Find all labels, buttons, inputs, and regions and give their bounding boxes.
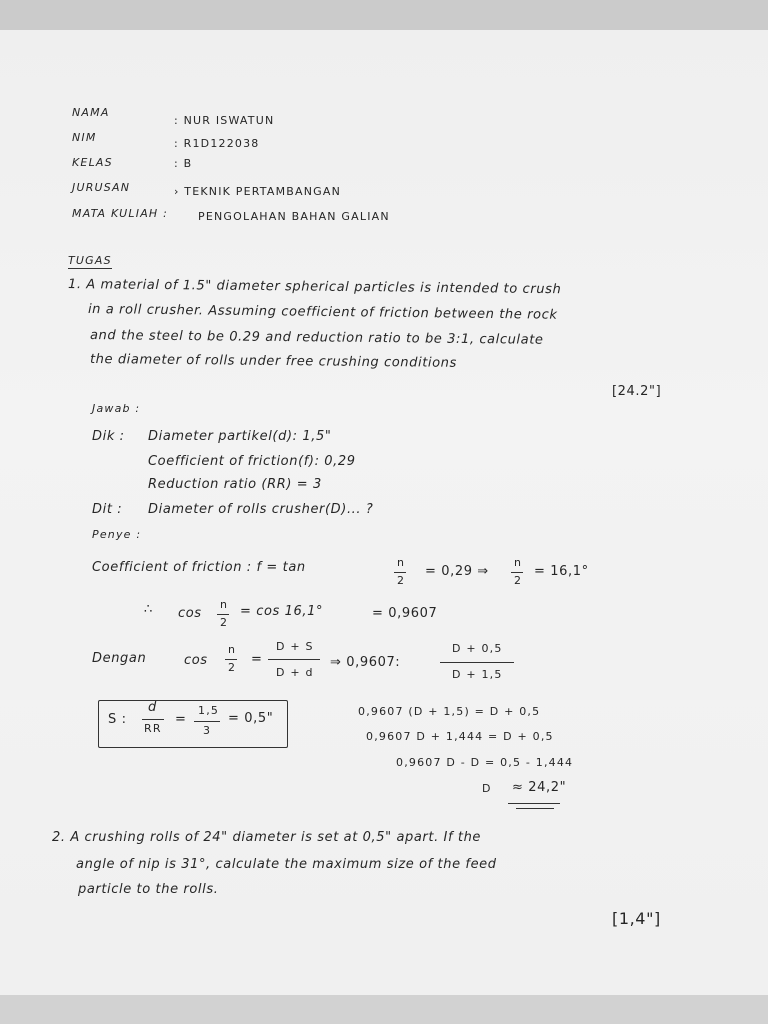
- dik-diameter: Diameter partikel(d): 1,5": [148, 429, 332, 444]
- calc-result: ≈ 24,2": [512, 780, 567, 795]
- result-underline-2: [516, 808, 554, 809]
- penye-label: Penye :: [92, 528, 142, 541]
- step2-result: = 0,9607: [372, 606, 438, 621]
- nim-label: NIM: [72, 131, 97, 144]
- calc-line2: 0,9607 D + 1,444 = D + 0,5: [366, 730, 554, 743]
- step1-frac2-line: [511, 572, 523, 573]
- box-bot: 3: [203, 724, 212, 737]
- step1-frac-bot: 2: [397, 574, 406, 587]
- calc-line3: 0,9607 D - D = 0,5 - 1,444: [396, 756, 574, 769]
- num-frac-top: D + 0,5: [452, 642, 503, 655]
- cos-frac-bot: 2: [228, 661, 237, 674]
- box-frac2-line: [194, 721, 220, 722]
- step1-frac-top: n: [397, 556, 406, 569]
- nama-value: : NUR ISWATUN: [174, 114, 275, 127]
- step2-mid: = cos 16,1°: [240, 604, 324, 619]
- cos-frac-line: [225, 659, 237, 660]
- box-frac1-line: [142, 719, 164, 720]
- problem1-line3: and the steel to be 0.29 and reduction ratio to be 3:1, calculate: [89, 328, 544, 348]
- kelas-label: KELAS: [72, 156, 113, 169]
- jawab-label: Jawab :: [92, 402, 141, 415]
- step1-frac2-top: n: [514, 556, 523, 569]
- therefore-sign: ∴: [144, 602, 153, 617]
- problem1-answer: [24.2"]: [612, 384, 662, 399]
- problem1-line1: 1. A material of 1.5" diameter spherical particles is intended to crush: [67, 277, 562, 298]
- step1-frac2-bot: 2: [514, 574, 523, 587]
- box-rr: RR: [144, 722, 162, 735]
- step2-frac-bot: 2: [220, 616, 229, 629]
- photo-bottom-edge: [0, 995, 768, 1024]
- problem1-line4: the diameter of rolls under free crushing conditions: [89, 352, 457, 371]
- dik-friction: Coefficient of friction(f): 0,29: [148, 454, 356, 469]
- matkul-value: PENGOLAHAN BAHAN GALIAN: [198, 210, 390, 223]
- big-frac-line: [268, 659, 320, 660]
- step2-cos: cos: [178, 606, 202, 621]
- arrow-eq: ⇒ 0,9607:: [330, 655, 401, 670]
- box-d: d: [148, 700, 157, 715]
- dik-label: Dik :: [92, 429, 125, 444]
- step2-frac-top: n: [220, 598, 229, 611]
- big-frac-bot: D + d: [276, 666, 314, 679]
- calc-line1: 0,9607 (D + 1,5) = D + 0,5: [358, 705, 541, 718]
- big-frac-top: D + S: [276, 640, 314, 653]
- dik-reduction: Reduction ratio (RR) = 3: [148, 477, 322, 492]
- matkul-label: MATA KULIAH :: [72, 207, 168, 220]
- jurusan-label: JURUSAN: [72, 181, 131, 194]
- tugas-title: TUGAS: [68, 254, 112, 267]
- problem2-line1: 2. A crushing rolls of 24" diameter is set at 0,5" apart. If the: [52, 830, 482, 845]
- step2-frac-line: [217, 614, 229, 615]
- step1-result: = 16,1°: [534, 564, 589, 579]
- dit-label: Dit :: [92, 502, 123, 517]
- box-s: S :: [108, 712, 127, 727]
- eq-sign: =: [251, 652, 263, 667]
- step1-text: Coefficient of friction : f = tan: [92, 560, 306, 575]
- photo-top-edge: [0, 0, 768, 30]
- nim-value: : R1D122038: [174, 137, 260, 150]
- problem2-line3: particle to the rolls.: [78, 882, 219, 897]
- box-eq1: =: [175, 712, 187, 727]
- step1-mid: = 0,29 ⇒: [425, 564, 489, 579]
- dengan-label: Dengan: [92, 651, 147, 666]
- box-eq2: = 0,5": [228, 711, 274, 726]
- jurusan-value: › TEKNIK PERTAMBANGAN: [174, 185, 342, 198]
- problem2-answer: [1,4"]: [612, 909, 661, 928]
- dit-value: Diameter of rolls crusher(D)... ?: [148, 502, 374, 517]
- kelas-value: : B: [174, 157, 193, 170]
- problem2-line2: angle of nip is 31°, calculate the maximum size of the feed: [76, 857, 497, 872]
- box-top: 1,5: [198, 704, 220, 717]
- num-frac-bot: D + 1,5: [452, 668, 503, 681]
- cos-frac-top: n: [228, 643, 237, 656]
- result-underline-1: [508, 803, 560, 804]
- problem1-line2: in a roll crusher. Assuming coefficient of friction between the rock: [87, 302, 558, 323]
- num-frac-line: [440, 662, 514, 663]
- nama-label: NAMA: [72, 106, 110, 119]
- calc-d: D: [482, 782, 492, 795]
- step1-frac-line: [394, 572, 406, 573]
- cos-label: cos: [184, 653, 208, 668]
